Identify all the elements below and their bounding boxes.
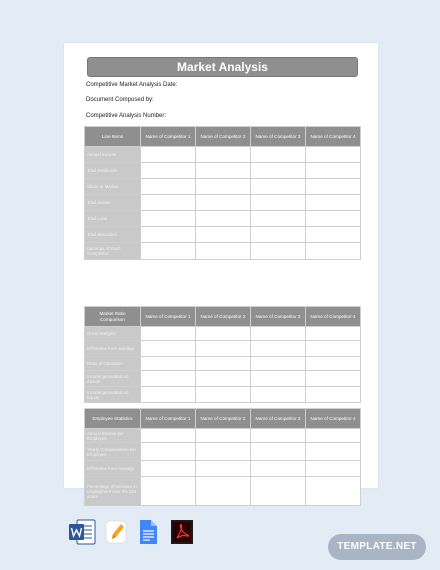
pages-icon[interactable] bbox=[104, 519, 128, 545]
row-label: Yearly Compensation per Employee bbox=[85, 443, 141, 461]
table-cell bbox=[251, 443, 306, 461]
table-cell bbox=[251, 327, 306, 341]
table-cell bbox=[141, 179, 196, 195]
table-cell bbox=[251, 461, 306, 477]
table-cell bbox=[196, 227, 251, 243]
table-row bbox=[85, 341, 361, 357]
table-cell bbox=[251, 387, 306, 403]
table-cell bbox=[306, 195, 361, 211]
table-cell bbox=[306, 163, 361, 179]
row-label: Earnings of Each Competitor bbox=[85, 243, 141, 260]
table-cell bbox=[306, 211, 361, 227]
table-cell bbox=[306, 227, 361, 243]
table-cell bbox=[196, 195, 251, 211]
table-cell bbox=[141, 387, 196, 403]
table-cell bbox=[141, 195, 196, 211]
table-cell bbox=[306, 357, 361, 371]
composed-by-field: Document Composed by: bbox=[86, 97, 154, 103]
table-cell bbox=[306, 147, 361, 163]
pdf-icon[interactable] bbox=[170, 519, 194, 545]
table-row bbox=[85, 327, 361, 341]
table-cell bbox=[141, 429, 196, 443]
table-cell bbox=[196, 211, 251, 227]
table-cell bbox=[306, 443, 361, 461]
table-cell bbox=[196, 341, 251, 357]
table-cell bbox=[141, 443, 196, 461]
table-header: Market Ratio Comparison bbox=[85, 307, 141, 327]
table-cell bbox=[251, 227, 306, 243]
row-label: Percentage of increase in employment over the last years bbox=[85, 477, 141, 506]
table-cell bbox=[306, 341, 361, 357]
row-label: Income generated on Equity bbox=[85, 387, 141, 403]
table-cell bbox=[196, 243, 251, 260]
analysis-date-field: Competitive Market Analysis Date: bbox=[86, 82, 178, 88]
table-header: Name of Competitor 2 bbox=[196, 127, 251, 147]
table-cell bbox=[196, 357, 251, 371]
table-cell bbox=[196, 477, 251, 506]
table-cell bbox=[141, 243, 196, 260]
table-row bbox=[85, 387, 361, 403]
row-label: Annual Income per Employee bbox=[85, 429, 141, 443]
table-cell bbox=[306, 461, 361, 477]
table-row bbox=[85, 227, 361, 243]
table-cell bbox=[196, 163, 251, 179]
table-row bbox=[85, 371, 361, 387]
table-row bbox=[85, 429, 361, 443]
table-cell bbox=[141, 227, 196, 243]
table-cell bbox=[251, 195, 306, 211]
table-header: Employee Statistics bbox=[85, 409, 141, 429]
table-cell bbox=[141, 477, 196, 506]
table-header: Name of Competitor 3 bbox=[251, 127, 306, 147]
table-row bbox=[85, 195, 361, 211]
table-cell bbox=[251, 163, 306, 179]
document-title: Market Analysis bbox=[87, 57, 358, 77]
table-row bbox=[85, 147, 361, 163]
table-row bbox=[85, 357, 361, 371]
table-header: Name of Competitor 1 bbox=[141, 127, 196, 147]
table-header: Name of Competitor 1 bbox=[141, 409, 196, 429]
table-cell bbox=[251, 341, 306, 357]
google-docs-icon[interactable] bbox=[138, 519, 158, 545]
table-cell bbox=[141, 211, 196, 227]
table-cell bbox=[141, 357, 196, 371]
table-header: Name of Competitor 1 bbox=[141, 307, 196, 327]
table-cell bbox=[251, 211, 306, 227]
analysis-number-field: Competitive Analysis Number: bbox=[86, 113, 167, 119]
table-row bbox=[85, 243, 361, 260]
table-row bbox=[85, 211, 361, 227]
table-cell bbox=[196, 147, 251, 163]
table-cell bbox=[196, 429, 251, 443]
table-header-row bbox=[85, 409, 361, 429]
document-sheet bbox=[64, 43, 378, 499]
table-row bbox=[85, 163, 361, 179]
table-cell bbox=[251, 147, 306, 163]
table-cell bbox=[141, 327, 196, 341]
table-header: Name of Competitor 4 bbox=[306, 127, 361, 147]
row-label: Ratio of Operation bbox=[85, 357, 141, 371]
row-label: Total Securities bbox=[85, 227, 141, 243]
row-label: Difference from average bbox=[85, 341, 141, 357]
row-label: Income generated on Assets bbox=[85, 371, 141, 387]
row-label: Total Loan bbox=[85, 211, 141, 227]
table-cell bbox=[306, 371, 361, 387]
table-header: Name of Competitor 2 bbox=[196, 409, 251, 429]
row-label: Difference from Average bbox=[85, 461, 141, 477]
table-cell bbox=[196, 387, 251, 403]
table-cell bbox=[196, 443, 251, 461]
row-label: Gross Margins bbox=[85, 327, 141, 341]
table-header-row bbox=[85, 127, 361, 147]
table-cell bbox=[306, 387, 361, 403]
market-ratio-table bbox=[84, 306, 361, 403]
row-label: Total Dividends bbox=[85, 163, 141, 179]
table-header: Name of Competitor 3 bbox=[251, 409, 306, 429]
employee-statistics-table bbox=[84, 408, 361, 506]
table-cell bbox=[196, 371, 251, 387]
table-cell bbox=[306, 477, 361, 506]
table-row bbox=[85, 477, 361, 506]
table-cell bbox=[141, 461, 196, 477]
table-cell bbox=[251, 243, 306, 260]
table-header: Name of Competitor 2 bbox=[196, 307, 251, 327]
table-cell bbox=[251, 179, 306, 195]
table-cell bbox=[141, 147, 196, 163]
table-header: Line Items bbox=[85, 127, 141, 147]
word-icon[interactable] bbox=[68, 519, 96, 545]
table-cell bbox=[196, 461, 251, 477]
table-cell bbox=[251, 477, 306, 506]
template-net-logo[interactable]: TEMPLATE.NET bbox=[328, 534, 426, 560]
table-cell bbox=[306, 243, 361, 260]
table-cell bbox=[141, 341, 196, 357]
row-label: Total Assets bbox=[85, 195, 141, 211]
table-cell bbox=[251, 429, 306, 443]
table-header: Name of Competitor 3 bbox=[251, 307, 306, 327]
table-row bbox=[85, 443, 361, 461]
table-row bbox=[85, 461, 361, 477]
table-cell bbox=[251, 357, 306, 371]
row-label: Share in Market bbox=[85, 179, 141, 195]
table-cell bbox=[196, 327, 251, 341]
table-cell bbox=[141, 371, 196, 387]
table-header: Name of Competitor 4 bbox=[306, 409, 361, 429]
table-cell bbox=[306, 327, 361, 341]
table-header-row bbox=[85, 307, 361, 327]
row-label: Annual Income bbox=[85, 147, 141, 163]
table-cell bbox=[196, 179, 251, 195]
table-cell bbox=[306, 429, 361, 443]
line-items-table bbox=[84, 126, 361, 260]
table-row bbox=[85, 179, 361, 195]
table-cell bbox=[141, 163, 196, 179]
table-cell bbox=[306, 179, 361, 195]
table-header: Name of Competitor 4 bbox=[306, 307, 361, 327]
table-cell bbox=[251, 371, 306, 387]
